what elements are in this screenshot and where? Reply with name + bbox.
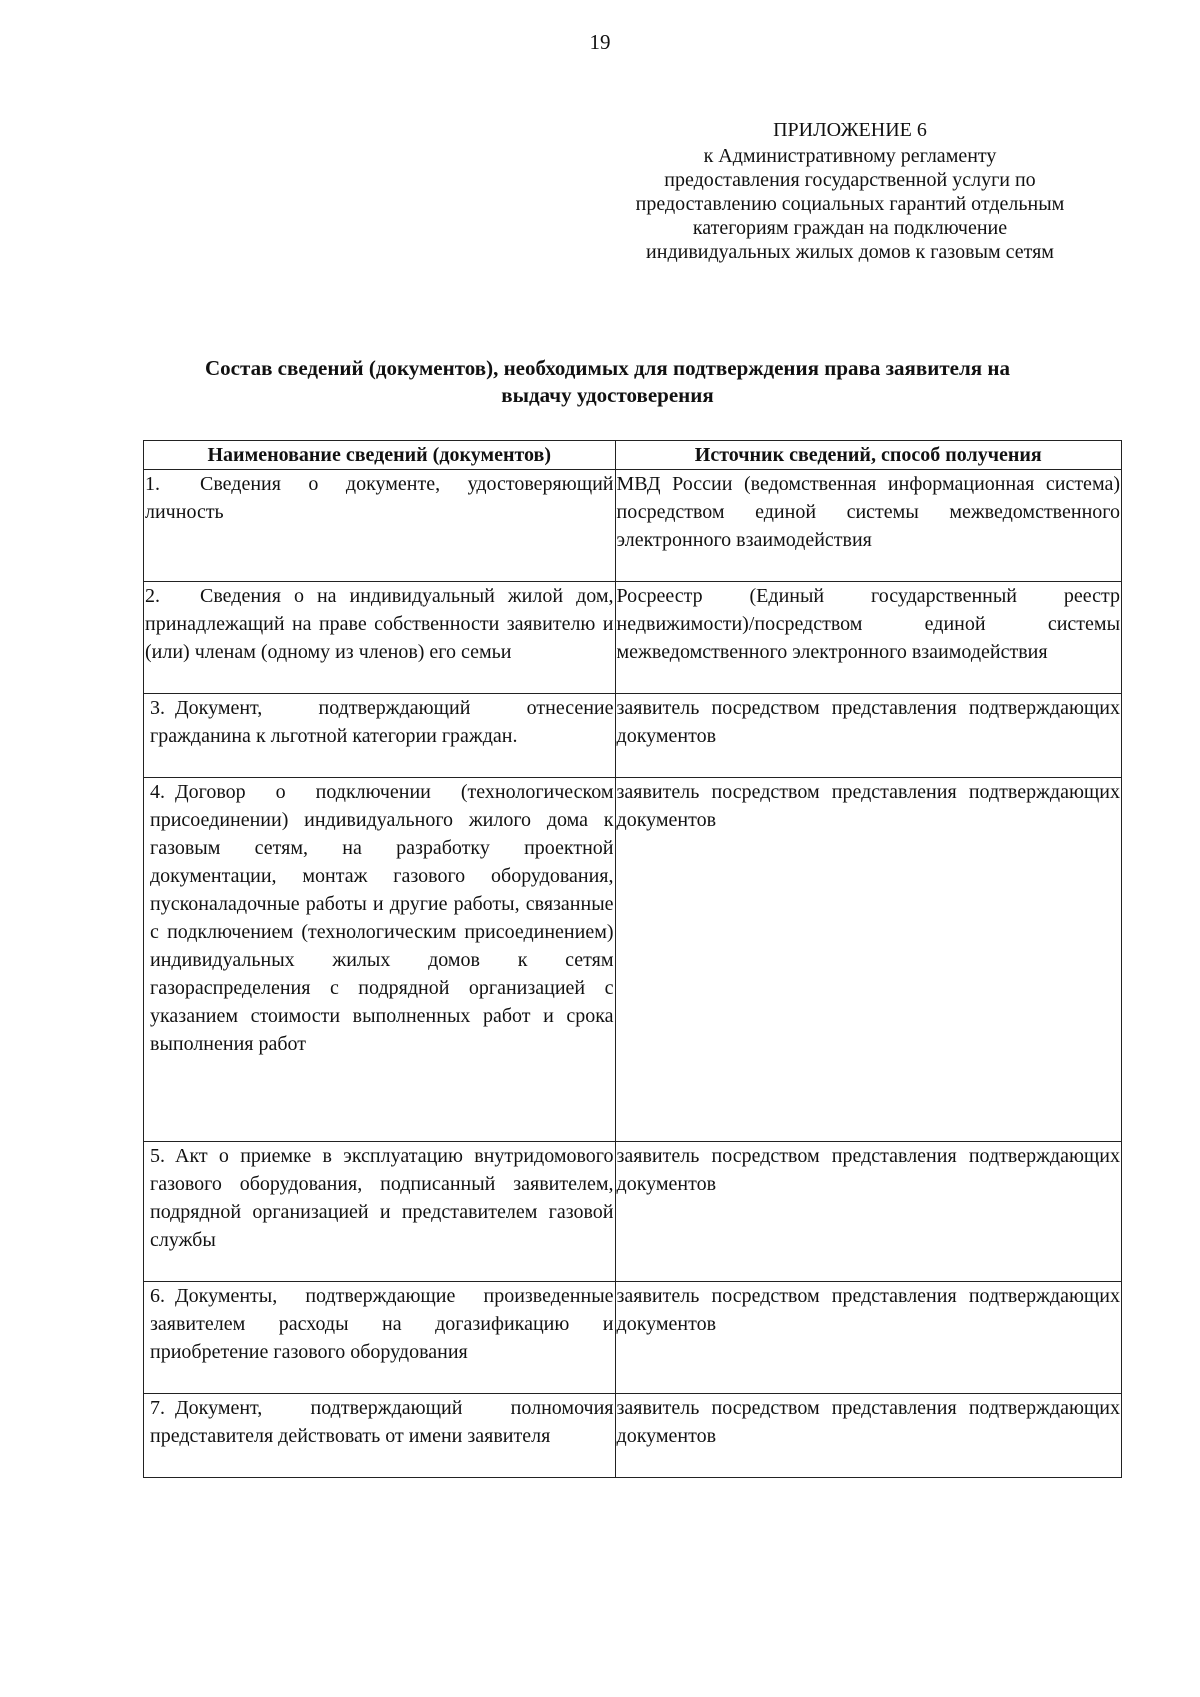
source-cell: заявитель посредством представления подтверждающих документов xyxy=(615,1142,1121,1282)
document-name-cell: 4. Договор о подключении (технологическом присоединении) индивидуального жилого дома к газовым сетям, на разработку проектной документации, монтаж газового оборудования, пусконаладочные работы и другие работы, связанные с подключением (технологическим присоединением) индивидуальных жилых домов к сетям газораспределения с подрядной организацией с указанием стоимости выполненных работ и срока выполнения работ xyxy=(144,778,616,1142)
document-name-cell: 1. Сведения о документе, удостоверяющий личность xyxy=(144,470,616,582)
table-row xyxy=(144,470,1122,582)
header-source: Источник сведений, способ получения xyxy=(615,441,1121,470)
table-row xyxy=(144,582,1122,694)
source-cell: заявитель посредством представления подтверждающих документов xyxy=(615,1282,1121,1394)
document-name-cell: 2. Сведения о на индивидуальный жилой дом, принадлежащий на праве собственности заявителю и (или) членам (одному из членов) его семьи xyxy=(144,582,616,694)
document-name-cell: 5. Акт о приемке в эксплуатацию внутридомового газового оборудования, подписанный заявителем, подрядной организацией и представителем газовой службы xyxy=(144,1142,616,1282)
table-row xyxy=(144,694,1122,778)
source-cell: заявитель посредством представления подтверждающих документов xyxy=(615,694,1121,778)
appendix-line: предоставления государственной услуги по xyxy=(664,169,1036,191)
table-row xyxy=(144,1394,1122,1478)
page-number: 19 xyxy=(589,30,611,54)
document-name-cell: 3. Документ, подтверждающий отнесение гражданина к льготной категории граждан. xyxy=(144,694,616,778)
table-row xyxy=(144,1142,1122,1282)
appendix-line: индивидуальных жилых домов к газовым сетям xyxy=(646,241,1054,263)
document-title xyxy=(135,355,1080,409)
appendix-line: категориям граждан на подключение xyxy=(692,217,1008,239)
document-name-cell: 7. Документ, подтверждающий полномочия представителя действовать от имени заявителя xyxy=(144,1394,616,1478)
table-row xyxy=(144,778,1122,1142)
source-cell: МВД России (ведомственная информационная система) посредством единой системы межведомственного электронного взаимодействия xyxy=(615,470,1121,582)
appendix-line: к Административному регламенту xyxy=(703,145,997,167)
source-cell: заявитель посредством представления подтверждающих документов xyxy=(615,778,1121,1142)
table-row xyxy=(144,1282,1122,1394)
appendix-title: ПРИЛОЖЕНИЕ 6 xyxy=(773,119,927,141)
document-title-line-2: выдачу удостоверения xyxy=(501,383,714,407)
source-cell: Росреестр (Единый государственный реестр недвижимости)/посредством единой системы межведомственного электронного взаимодействия xyxy=(615,582,1121,694)
appendix-line: предоставлению социальных гарантий отдельным xyxy=(635,193,1065,215)
header-document-name: Наименование сведений (документов) xyxy=(144,441,616,470)
document-name-cell: 6. Документы, подтверждающие произведенные заявителем расходы на догазификацию и приобретение газового оборудования xyxy=(144,1282,616,1394)
source-cell: заявитель посредством представления подтверждающих документов xyxy=(615,1394,1121,1478)
documents-table xyxy=(143,440,1122,1478)
document-title-line-1: Состав сведений (документов), необходимых для подтверждения права заявителя на xyxy=(205,356,1010,380)
table-header-row xyxy=(144,441,1122,470)
appendix-header xyxy=(600,118,1100,264)
